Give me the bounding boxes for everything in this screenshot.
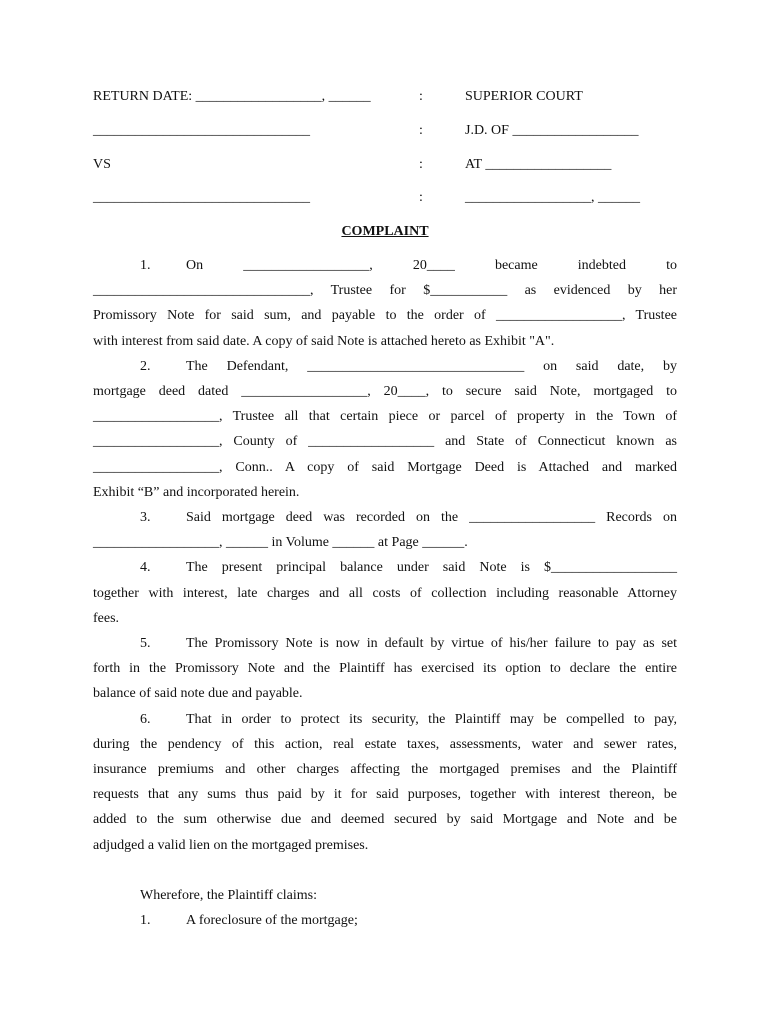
document-title: COMPLAINT <box>341 224 429 239</box>
claim-number: 1. <box>140 913 151 929</box>
paragraph-line: _______________________________, Trustee for $___________ as evidenced by her <box>93 283 677 299</box>
court-location-field: AT __________________ <box>465 157 612 172</box>
paragraph-line: Exhibit “B” and incorporated herein. <box>93 484 300 500</box>
paragraph-number: 2. <box>140 358 151 374</box>
wherefore-clause: Wherefore, the Plaintiff claims: <box>140 887 318 903</box>
return-date-field: RETURN DATE: __________________, ______ <box>93 89 371 104</box>
paragraph-text: Said mortgage deed was recorded on the __________________ Records on <box>186 510 677 526</box>
paragraph-number: 6. <box>140 711 151 727</box>
claim-item <box>93 908 677 933</box>
paragraph-line: balance of said note due and payable. <box>93 686 303 702</box>
caption-colon: : <box>419 123 423 138</box>
paragraph-number: 5. <box>140 636 151 652</box>
paragraph-line: adjudged a valid lien on the mortgaged premises. <box>93 837 369 853</box>
paragraph-line: __________________, County of __________________ and State of Connecticut known as <box>93 434 677 450</box>
paragraph-text: The present principal balance under said Note is $__________________ <box>186 560 677 576</box>
paragraph-line <box>93 555 677 580</box>
paragraph-text: The Defendant, _______________________________ on said date, by <box>186 358 677 374</box>
paragraph-text: The Promissory Note is now in default by virtue of his/her failure to pay as set <box>186 636 677 652</box>
paragraph-line: insurance premiums and other charges affecting the mortgaged premises and the Plaintiff <box>93 762 677 778</box>
caption-colon: : <box>419 89 423 104</box>
paragraph-line: during the pendency of this action, real estate taxes, assessments, water and sewer rates, <box>93 736 677 752</box>
paragraph-line: added to the sum otherwise due and deemed secured by said Mortgage and Note and be <box>93 812 677 828</box>
paragraph-line: __________________, Trustee all that certain piece or parcel of property in the Town of <box>93 409 677 425</box>
paragraph-line <box>93 354 677 379</box>
paragraph-line: Promissory Note for said sum, and payable to the order of __________________, Trustee <box>93 308 677 324</box>
paragraph-line <box>93 707 677 732</box>
paragraph-number: 1. <box>140 258 151 273</box>
paragraph-number: 3. <box>140 510 151 526</box>
section-spacer <box>93 858 677 883</box>
paragraph-line: __________________, ______ in Volume ______ at Page ______. <box>93 535 468 551</box>
complaint-body <box>93 253 677 933</box>
claim-text: A foreclosure of the mortgage; <box>186 913 358 929</box>
defendant-blank-line: _______________________________ <box>93 190 310 205</box>
caption-colon: : <box>419 157 423 172</box>
paragraph-line <box>93 505 677 530</box>
paragraph-number: 4. <box>140 560 151 576</box>
judicial-district-field: J.D. OF __________________ <box>465 123 639 138</box>
paragraph-line: with interest from said date. A copy of said Note is attached hereto as Exhibit "A". <box>93 333 555 349</box>
paragraph-line: requests that any sums thus paid by it for said purposes, together with interest thereon, be <box>93 787 677 803</box>
paragraph-line: __________________, Conn.. A copy of said Mortgage Deed is Attached and marked <box>93 459 677 475</box>
paragraph-line: fees. <box>93 610 120 626</box>
paragraph-text: That in order to protect its security, the Plaintiff may be compelled to pay, <box>186 711 677 727</box>
vs-label: VS <box>93 157 111 172</box>
paragraph-text: On __________________, 20____ became indebted to <box>186 258 677 273</box>
caption-colon: : <box>419 190 423 205</box>
court-name: SUPERIOR COURT <box>465 89 583 104</box>
paragraph-line: together with interest, late charges and all costs of collection including reasonable Attorney <box>93 585 677 601</box>
paragraph-line: mortgage deed dated __________________, 20____, to secure said Note, mortgaged to <box>93 384 677 400</box>
paragraph-line <box>93 631 677 656</box>
paragraph-line: forth in the Promissory Note and the Plaintiff has exercised its option to declare the entire <box>93 661 677 677</box>
paragraph-line <box>93 253 677 278</box>
filing-date-field: __________________, ______ <box>465 190 640 205</box>
plaintiff-blank-line: _______________________________ <box>93 123 310 138</box>
